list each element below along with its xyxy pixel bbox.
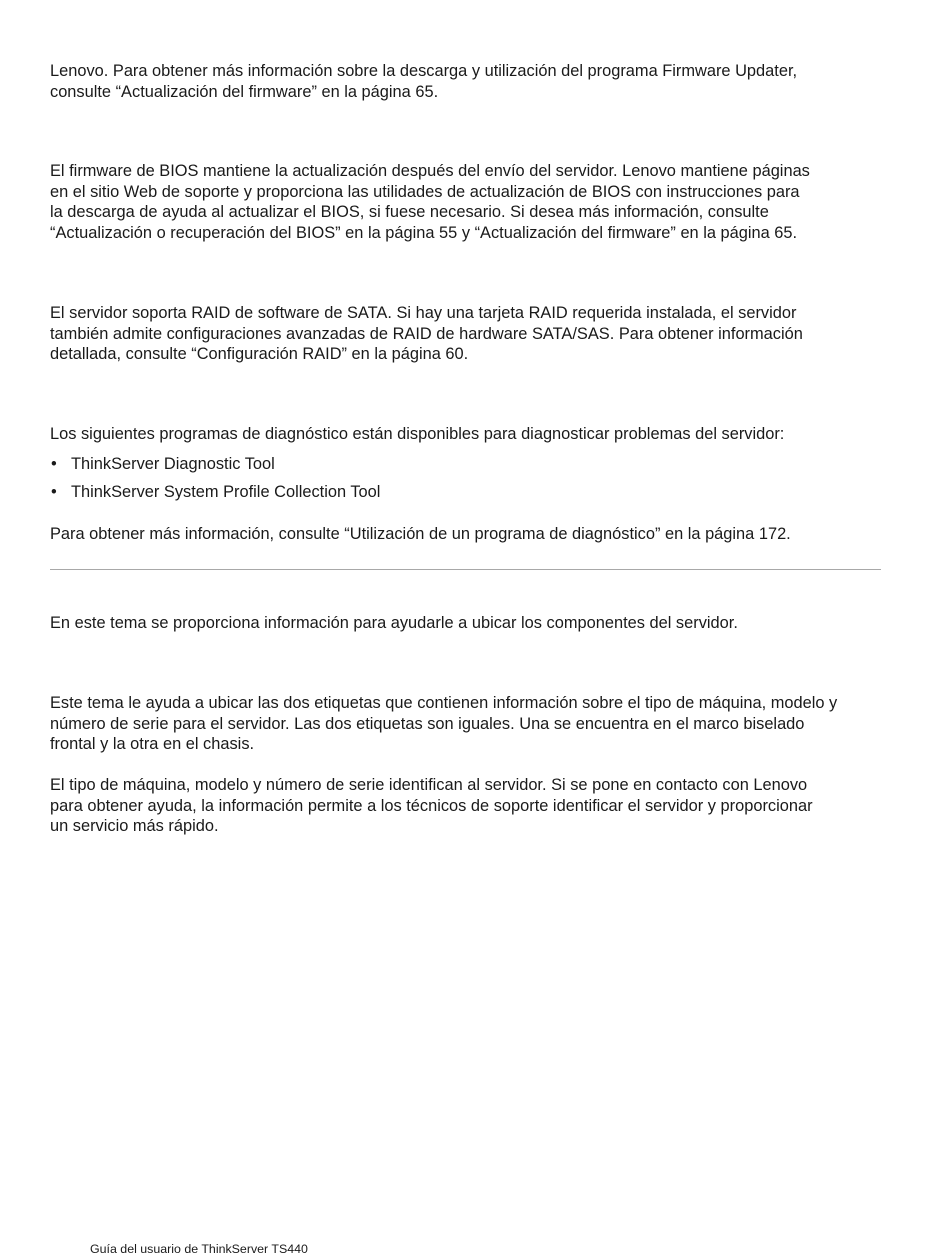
firmware-updater-paragraph: Lenovo. Para obtener más información sobre la descarga y utilización del programa Firmware Updater, consulte “Actualización del firmware” en la página 65.: [50, 62, 798, 101]
diagnostic-tools-list: [50, 454, 890, 510]
components-intro-paragraph: En este tema se proporciona información para ayudarle a ubicar los componentes del servidor.: [50, 614, 738, 632]
diagnostics-intro-paragraph: Los siguientes programas de diagnóstico están disponibles para diagnosticar problemas del servidor:: [50, 425, 785, 443]
raid-paragraph: El servidor soporta RAID de software de SATA. Si hay una tarjeta RAID requerida instalada, el servidor también admite configuraciones avanzadas de RAID de hardware SATA/SAS. Para obtener información detallada, consulte “Configuración RAID” en la página 60.: [50, 304, 803, 364]
page-footer: Guía del usuario de ThinkServer TS440: [90, 1242, 308, 1256]
labels-detail-paragraph: El tipo de máquina, modelo y número de serie identifican al servidor. Si se pone en contacto con Lenovo para obtener ayuda, la información permite a los técnicos de soporte identificar el servidor y proporcionar un servicio más rápido.: [50, 776, 813, 836]
diagnostics-more-paragraph: Para obtener más información, consulte “Utilización de un programa de diagnóstico” en la página 172.: [50, 525, 791, 543]
bios-paragraph: El firmware de BIOS mantiene la actualización después del envío del servidor. Lenovo mantiene páginas en el sitio Web de soporte y proporciona las utilidades de actualización de BIOS con instrucciones para la descarga de ayuda al actualizar el BIOS, si fuese necesario. Si desea más información, consulte “Actualización o recuperación del BIOS” en la página 55 y “Actualización del firmware” en la página 65.: [50, 162, 810, 242]
list-item: • ThinkServer System Profile Collection Tool: [50, 482, 890, 510]
list-item: • ThinkServer Diagnostic Tool: [50, 454, 890, 482]
section-divider: [50, 569, 881, 570]
labels-intro-paragraph: Este tema le ayuda a ubicar las dos etiquetas que contienen información sobre el tipo de máquina, modelo y número de serie para el servidor. Las dos etiquetas son iguales. Una se encuentra en el marco biselado frontal y la otra en el chasis.: [50, 694, 838, 754]
